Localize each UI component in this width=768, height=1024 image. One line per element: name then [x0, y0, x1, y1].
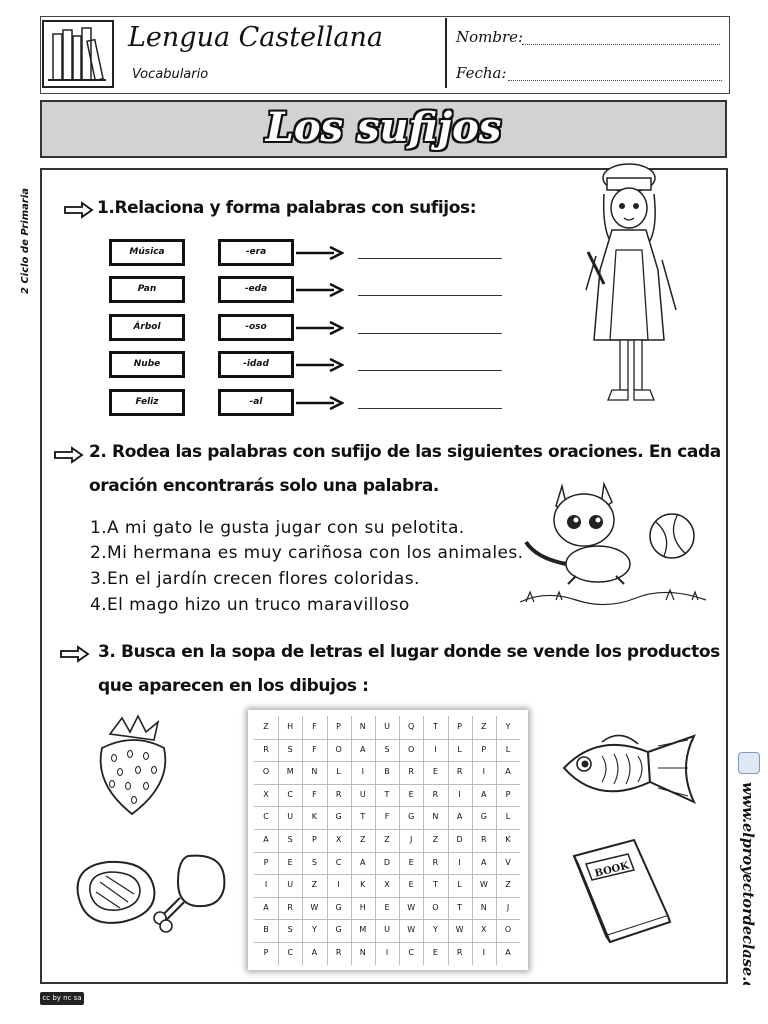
svg-text:2 Ciclo de Primaria: 2 Ciclo de Primaria [20, 188, 31, 294]
word-search-cell[interactable]: A [311, 948, 318, 957]
word-search-cell[interactable]: P [263, 857, 269, 867]
subject-subtitle: Vocabulario [132, 67, 209, 82]
word-search-cell[interactable]: W [479, 880, 488, 890]
word-search-cell[interactable]: P [457, 722, 462, 731]
right-arrow-icon [60, 645, 90, 663]
word-search-cell[interactable]: V [505, 857, 511, 867]
word-search-cell[interactable]: K [311, 812, 318, 822]
word-search-cell[interactable]: U [359, 789, 366, 799]
word-search-cell[interactable]: C [263, 812, 269, 822]
word-search-cell[interactable]: C [287, 789, 293, 799]
word-search-cell[interactable]: I [361, 767, 364, 777]
word-search-cell[interactable]: A [360, 744, 366, 754]
word-search-cell[interactable]: P [481, 744, 487, 754]
word-search-cell[interactable]: P [263, 948, 269, 957]
word-search-cell[interactable]: A [263, 902, 269, 912]
word-search-cell[interactable]: C [287, 948, 293, 957]
grid-line [254, 739, 520, 740]
word-search-cell[interactable]: A [263, 835, 269, 844]
word-search-cell[interactable]: K [505, 835, 511, 844]
word-search-grid [254, 716, 522, 966]
name-label: Nombre: [456, 28, 524, 46]
word-search-cell[interactable]: Z [505, 880, 511, 890]
word-search-cell[interactable]: H [359, 902, 366, 912]
word-search-cell[interactable]: M [286, 767, 294, 777]
grid-line [448, 716, 449, 965]
word-search-cell[interactable]: L [505, 812, 511, 822]
word-search-cell[interactable]: I [337, 880, 340, 890]
arrow-right-icon [296, 395, 344, 411]
arrow-right-icon [296, 282, 344, 298]
word-search-cell[interactable]: I [458, 789, 461, 799]
sentence-4[interactable]: 4.El mago hizo un truco maravilloso [90, 595, 410, 615]
word-search-cell[interactable]: R [481, 835, 487, 844]
grid-line [254, 806, 520, 807]
word-search-cell[interactable]: D [383, 857, 391, 867]
grid-line [472, 716, 473, 965]
word-search-cell[interactable]: G [480, 812, 487, 822]
word-search-cell[interactable]: S [311, 857, 317, 867]
sentence-1[interactable]: 1.A mi gato le gusta jugar con su pelotita. [90, 518, 465, 538]
word-search-cell[interactable]: R [408, 767, 414, 777]
word-search-cell[interactable]: Z [263, 722, 269, 731]
exercise3-heading-line1: 3. Busca en la sopa de letras el lugar donde se vende los productos [98, 642, 720, 662]
grid-line [278, 716, 279, 965]
word-search-cell[interactable]: R [263, 744, 269, 754]
word-search-cell[interactable]: A [481, 857, 487, 867]
grid-line [327, 716, 328, 965]
word-search-cell[interactable]: P [505, 789, 511, 799]
kitten-illustration [516, 472, 712, 618]
side-cycle-label [14, 176, 34, 296]
grid-line [423, 716, 424, 965]
grid-line [254, 784, 520, 785]
word-search-cell[interactable]: G [408, 812, 415, 822]
grid-line [302, 716, 303, 965]
word-search-cell[interactable]: A [505, 767, 511, 777]
word-search-cell[interactable]: X [384, 880, 390, 890]
word-search-cell[interactable]: B [384, 767, 390, 777]
word-box: Árbol [109, 314, 185, 341]
word-search-cell[interactable]: D [456, 835, 463, 844]
word-search-cell[interactable]: U [287, 880, 294, 890]
grid-line [254, 761, 520, 762]
word-search-cell[interactable]: I [482, 948, 485, 957]
word-search-cell[interactable]: Z [311, 880, 318, 890]
word-search-cell[interactable]: I [264, 880, 268, 890]
word-search-cell[interactable]: N [432, 812, 439, 822]
right-arrow-icon [64, 201, 94, 219]
right-arrow-icon [54, 446, 84, 464]
word-search-cell[interactable]: O [504, 925, 512, 935]
word-box: Nube [109, 351, 185, 378]
word-box: Feliz [109, 389, 185, 416]
word-search-cell[interactable]: R [287, 902, 293, 912]
word-search-cell[interactable]: I [458, 857, 461, 867]
website-logo-icon [738, 752, 760, 774]
name-field[interactable] [522, 30, 720, 45]
chef-girl-illustration [582, 160, 690, 422]
subject-title: Lengua Castellana [128, 22, 383, 53]
word-search-cell[interactable]: U [384, 722, 390, 731]
word-search-cell[interactable]: X [263, 789, 269, 799]
word-search-cell[interactable]: C [408, 948, 414, 957]
word-search-cell[interactable]: O [262, 767, 270, 777]
word-search-cell[interactable]: R [456, 767, 463, 777]
word-search-cell[interactable]: X [335, 835, 342, 844]
grid-line [254, 942, 520, 943]
word-search-cell[interactable]: I [434, 744, 437, 754]
word-search-cell[interactable]: N [311, 767, 318, 777]
word-search-cell[interactable]: F [384, 812, 390, 822]
books-icon [42, 20, 114, 88]
word-search-cell[interactable]: R [432, 857, 439, 867]
word-search-cell[interactable]: L [457, 880, 462, 890]
exercise2-heading-line2: oración encontrarás solo una palabra. [89, 476, 439, 496]
word-search-cell[interactable]: Y [311, 925, 317, 935]
word-search-cell[interactable]: Z [384, 835, 390, 844]
arrow-right-icon [296, 320, 344, 336]
grid-line [254, 852, 520, 853]
book-illustration [566, 836, 676, 944]
website-label[interactable] [735, 780, 761, 985]
word-search-cell[interactable]: P [336, 722, 341, 731]
word-search-cell[interactable]: L [457, 744, 462, 754]
answer-line[interactable] [358, 370, 502, 371]
word-search-cell[interactable]: E [432, 948, 438, 957]
word-search-cell[interactable]: B [263, 925, 269, 935]
word-search-cell[interactable]: S [287, 744, 293, 754]
word-search-cell[interactable]: K [360, 880, 366, 890]
word-search-cell[interactable]: T [457, 902, 463, 912]
word-search-cell[interactable]: R [432, 789, 439, 799]
word-box: Pan [109, 276, 185, 303]
word-search-cell[interactable]: O [432, 902, 439, 912]
chicken-leg-illustration [148, 848, 234, 936]
word-search-cell[interactable]: L [505, 744, 511, 754]
word-search-cell[interactable]: G [335, 812, 342, 822]
word-search-cell[interactable]: R [335, 948, 342, 957]
word-search-cell[interactable]: S [287, 835, 293, 844]
word-search-cell[interactable]: A [505, 948, 511, 957]
word-search-cell[interactable]: Y [432, 925, 438, 935]
word-search-cell[interactable]: L [336, 767, 341, 777]
arrow-right-icon [296, 357, 344, 373]
suffix-box: -oso [218, 314, 294, 341]
suffix-box: -era [218, 239, 294, 266]
exercise2-heading-line1: 2. Rodea las palabras con sufijo de las siguientes oraciones. En cada [89, 442, 721, 462]
word-search-cell[interactable]: A [360, 857, 366, 867]
word-search-cell[interactable]: O [335, 744, 342, 754]
grid-line [375, 716, 376, 965]
word-search-cell[interactable]: P [311, 835, 317, 844]
word-search-cell[interactable]: R [456, 948, 463, 957]
word-search-cell[interactable]: I [482, 767, 485, 777]
answer-line[interactable] [358, 295, 502, 296]
word-search-cell[interactable]: S [384, 744, 390, 754]
grid-line [351, 716, 352, 965]
word-search-cell[interactable]: E [432, 767, 438, 777]
word-search-cell[interactable]: E [408, 880, 414, 890]
word-search-cell[interactable]: E [287, 857, 293, 867]
word-search-cell[interactable]: I [385, 948, 389, 957]
word-search-cell[interactable]: U [287, 812, 294, 822]
suffix-box: -eda [218, 276, 294, 303]
header-divider [445, 18, 447, 88]
suffix-box: -idad [218, 351, 294, 378]
word-search-cell[interactable]: T [432, 722, 438, 731]
word-search-cell[interactable]: S [287, 925, 293, 935]
word-search-cell[interactable]: Z [432, 835, 439, 844]
word-search-cell[interactable]: E [384, 902, 390, 912]
date-field[interactable] [508, 66, 722, 81]
word-search-cell[interactable]: G [335, 925, 342, 935]
word-search-cell[interactable]: O [408, 744, 415, 754]
word-search-cell[interactable]: R [335, 789, 342, 799]
word-search-cell[interactable]: A [481, 789, 487, 799]
exercise3-heading-line2: que aparecen en los dibujos : [98, 676, 369, 696]
grid-line [254, 829, 520, 830]
page-title: Los sufijos [265, 104, 502, 151]
word-search-cell[interactable]: Y [505, 722, 511, 731]
word-search-cell[interactable]: M [359, 925, 367, 935]
word-search-cell[interactable]: W [407, 902, 416, 912]
strawberry-illustration [90, 714, 176, 818]
word-search-cell[interactable]: C [335, 857, 342, 867]
word-search-cell[interactable]: Z [481, 722, 487, 731]
answer-line[interactable] [358, 258, 502, 259]
grid-line [254, 919, 520, 920]
word-search-cell[interactable]: Q [408, 722, 415, 731]
word-search-cell[interactable]: W [407, 925, 416, 935]
word-search-cell[interactable]: A [456, 812, 463, 822]
book-label: BOOK [593, 860, 631, 880]
word-search-cell[interactable]: T [384, 789, 390, 799]
svg-text:www.elproyectordeclase.com: www.elproyectordeclase.com [739, 782, 756, 985]
grid-line [496, 716, 497, 965]
word-search-cell[interactable]: F [312, 722, 317, 731]
word-search-cell[interactable]: W [310, 902, 319, 912]
word-search-cell[interactable]: N [359, 722, 366, 731]
grid-line [399, 716, 400, 965]
grid-line [254, 874, 520, 875]
sentence-3[interactable]: 3.En el jardín crecen flores coloridas. [90, 569, 420, 589]
date-label: Fecha: [456, 64, 507, 82]
answer-line[interactable] [358, 333, 502, 334]
word-search-cell[interactable]: E [408, 857, 414, 867]
license-badge[interactable]: cc by nc sa [40, 992, 84, 1005]
word-search-cell[interactable]: T [432, 880, 438, 890]
word-search-cell[interactable]: X [481, 925, 487, 935]
word-search-cell[interactable]: J [506, 902, 510, 912]
exercise1-heading: 1.Relaciona y forma palabras con sufijos: [97, 198, 477, 218]
grid-line [254, 897, 520, 898]
word-search-cell[interactable]: H [287, 722, 294, 731]
word-search-cell[interactable]: T [360, 812, 366, 822]
word-search-cell[interactable]: N [359, 948, 366, 957]
word-search-cell[interactable]: G [335, 902, 342, 912]
word-search-cell[interactable]: W [455, 925, 464, 935]
word-search-cell[interactable]: N [480, 902, 487, 912]
word-search-cell[interactable]: U [384, 925, 390, 935]
word-search-cell[interactable]: J [410, 835, 413, 844]
arrow-right-icon [296, 245, 344, 261]
sentence-2[interactable]: 2.Mi hermana es muy cariñosa con los animales. [90, 543, 524, 563]
suffix-box: -al [218, 389, 294, 416]
word-box: Música [109, 239, 185, 266]
word-search-cell[interactable]: E [408, 789, 414, 799]
answer-line[interactable] [358, 408, 502, 409]
word-search-cell[interactable]: F [312, 789, 317, 799]
fish-illustration [558, 726, 702, 810]
word-search-cell[interactable]: Z [360, 835, 366, 844]
word-search-cell[interactable]: F [312, 744, 317, 754]
